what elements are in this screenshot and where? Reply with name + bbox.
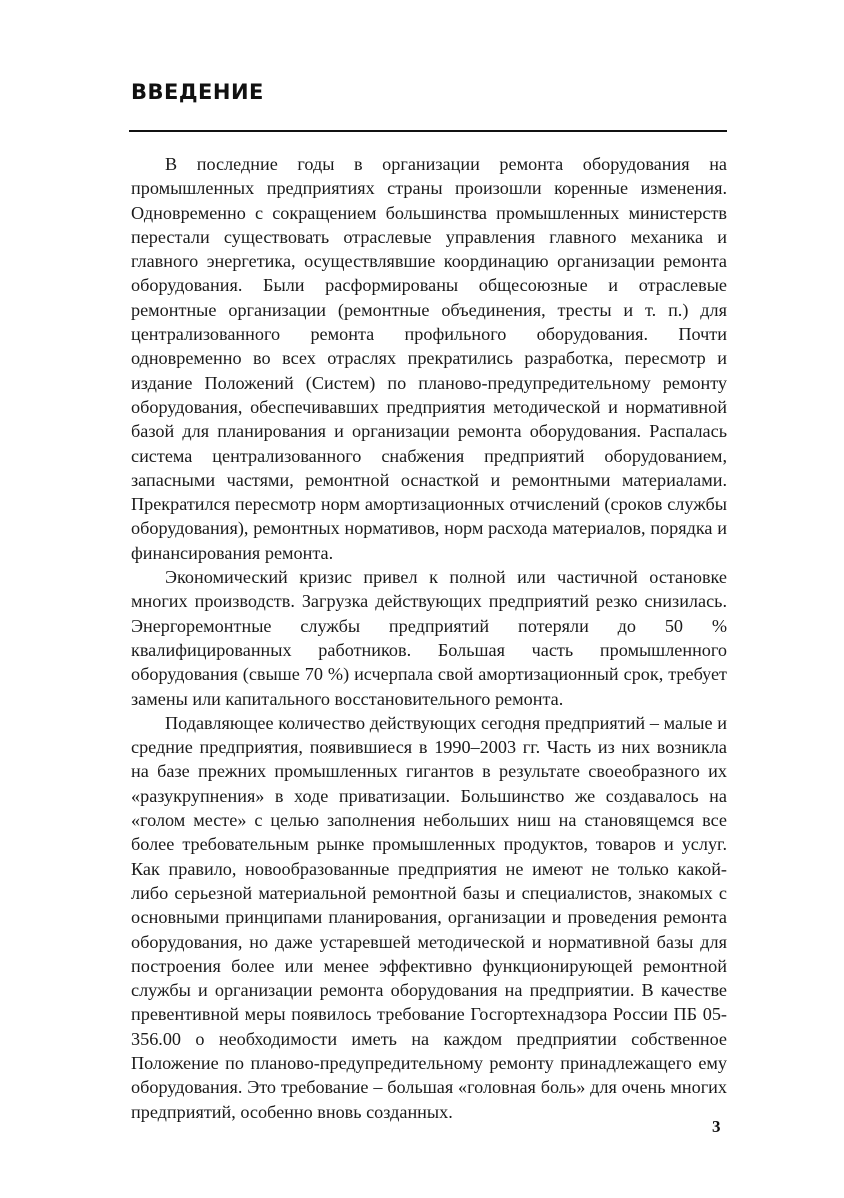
paragraph-3: Подавляющее количество действующих сегодня предприятий – малые и средние предприятия, появившиеся в 1990–2003 гг. Часть из них возникла на базе прежних промышленных гигантов в результате своеобразного их «разукрупнения» в ходе приватизации. Большинство же создавалось на «голом месте» с целью заполнения небольших ниш на становящемся все более требовательным рынке промышленных продуктов, товаров и услуг. Как правило, новообразованные предприятия не имеют не только какой-либо серьезной материальной ремонтной базы и специалистов, знакомых с основными принципами планирования, организации и проведения ремонта оборудования, но даже устаревшей методической и нормативной базы для построения более или менее эффективно функционирующей ремонтной службы и организации ремонта оборудования на предприятии. В качестве превентивной меры появилось требование Госгортехнадзора России ПБ 05-356.00 о необходимости иметь на каждом предприятии собственное Положение по планово-предупредительному ремонту принадлежащего ему оборудования. Это требование – большая «головная боль» для очень многих предприятий, особенно вновь созданных.	[131, 712, 727, 1122]
page-number: 3	[712, 1117, 721, 1136]
chapter-heading: ВВЕДЕНИЕ	[131, 80, 264, 104]
heading-rule	[129, 130, 727, 132]
body-text	[131, 152, 727, 1124]
paragraph-2: Экономический кризис привел к полной или частичной остановке многих производств. Загрузка действующих предприятий резко снизилась. Энергоремонтные службы предприятий потеряли до 50 % квалифицированных работников. Большая часть промышленного оборудования (свыше 70 %) исчерпала свой амортизационный срок, требует замены или капитального восстановительного ремонта.	[131, 567, 727, 709]
paragraph-1: В последние годы в организации ремонта оборудования на промышленных предприятиях страны произошли коренные изменения. Одновременно с сокращением большинства промышленных министерств перестали существовать отраслевые управления главного механика и главного энергетика, осуществлявшие координацию организации ремонта оборудования. Были расформированы общесоюзные и отраслевые ремонтные организации (ремонтные объединения, тресты и т. п.) для централизованного ремонта профильного оборудования. Почти одновременно во всех отраслях прекратились разработка, пересмотр и издание Положений (Систем) по планово-предупредительному ремонту оборудования, обеспечивавших предприятия методической и нормативной базой для планирования и организации ремонта оборудования. Распалась система централизованного снабжения предприятий оборудованием, запасными частями, ремонтной оснасткой и ремонтными материалами. Прекратился пересмотр норм амортизационных отчислений (сроков службы оборудования), ремонтных нормативов, норм расхода материалов, порядка и финансирования ремонта.	[131, 154, 727, 563]
